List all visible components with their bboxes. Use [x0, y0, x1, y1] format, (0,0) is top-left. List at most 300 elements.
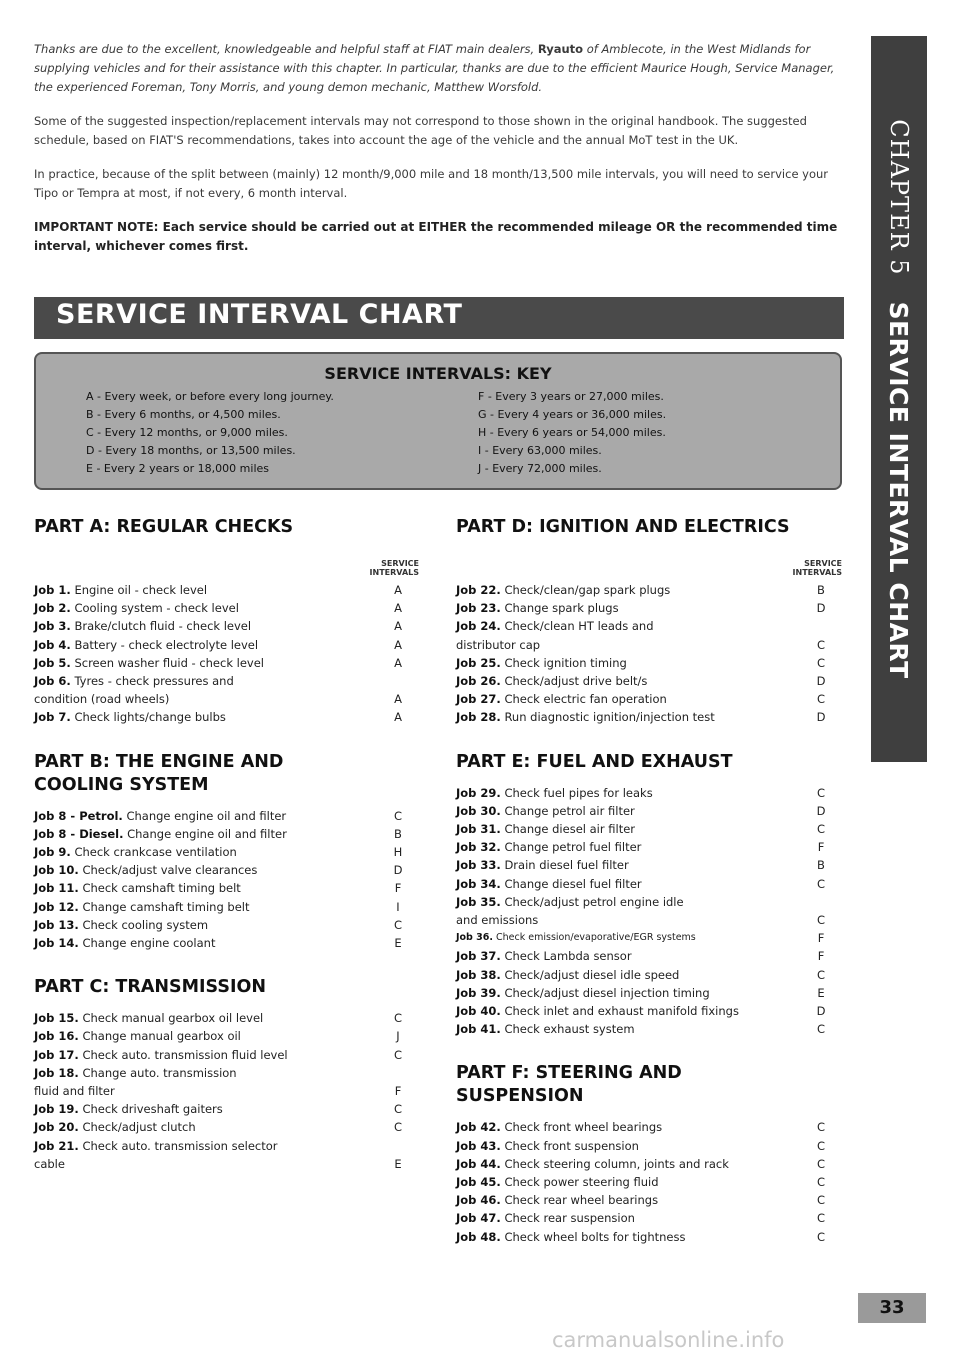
service-interval-code: D [816, 1004, 826, 1019]
job-number: Job 6. [34, 674, 71, 689]
service-interval-code: F [817, 840, 825, 855]
job-number: Job 29. [456, 785, 501, 800]
job-text: Change engine coolant [78, 936, 216, 951]
job-row [34, 825, 419, 843]
key-column-left [86, 388, 334, 478]
service-interval-code [377, 1137, 419, 1155]
job-description [34, 934, 377, 952]
page-number [858, 1293, 926, 1323]
job-row [456, 636, 842, 654]
job-number: Job 26. [456, 674, 501, 689]
service-interval-code: C [816, 637, 826, 652]
service-interval-code [800, 893, 842, 911]
job-text: Check Lambda sensor [500, 949, 632, 964]
job-description [456, 1118, 800, 1136]
job-text: distributor cap [456, 637, 541, 652]
job-description [34, 879, 377, 897]
job-description [456, 581, 800, 599]
job-description [34, 581, 377, 599]
service-interval-code: D [816, 674, 826, 689]
job-number: Job 33. [456, 858, 501, 873]
job-row [456, 1020, 842, 1038]
job-text: Check/adjust drive belt/s [500, 674, 648, 689]
service-interval-code: C [816, 967, 826, 982]
service-interval-code: C [393, 1120, 403, 1135]
job-row [34, 636, 419, 654]
sidebar-text [871, 36, 927, 762]
service-header-line: SERVICE [804, 559, 842, 568]
job-text: Check/adjust diesel injection timing [500, 985, 710, 1000]
job-number: Job 28. [456, 710, 501, 725]
service-interval-code: H [393, 845, 403, 860]
job-text: Check fuel pipes for leaks [500, 785, 653, 800]
job-row [456, 1002, 842, 1020]
job-description [34, 708, 377, 726]
job-description [456, 875, 800, 893]
job-description [456, 1137, 800, 1155]
job-number: Job 45. [456, 1175, 501, 1190]
job-description [34, 672, 377, 690]
job-text: Change petrol fuel filter [500, 840, 642, 855]
service-interval-code: B [394, 826, 402, 841]
job-number: Job 39. [456, 985, 501, 1000]
job-number: Job 41. [456, 1022, 501, 1037]
key-item: F - Every 3 years or 27,000 miles. [478, 390, 664, 403]
page-number-text: 33 [879, 1297, 905, 1318]
practice-paragraph: In practice, because of the split between (mainly) 12 month/9,000 mile and 18 month/13,500 mile intervals, you will need to service your Tipo or Tempra at most, if not every, 6 month interval. [34, 167, 829, 200]
part-d-title: PART D: IGNITION AND ELECTRICS [456, 517, 790, 537]
key-item: G - Every 4 years or 36,000 miles. [478, 408, 667, 421]
service-interval-code: A [394, 655, 402, 670]
job-number: Job 35. [456, 894, 501, 909]
service-interval-code: A [394, 619, 402, 634]
job-text: Check rear wheel bearings [500, 1193, 659, 1208]
service-header-line: INTERVALS [369, 568, 419, 577]
job-text: Change engine oil and filter [122, 808, 287, 823]
service-interval-code: C [816, 1229, 826, 1244]
job-description [34, 1009, 377, 1027]
job-text: Check ignition timing [500, 655, 627, 670]
service-interval-code: C [393, 1102, 403, 1117]
part-f-title [456, 1062, 842, 1108]
job-row [456, 1191, 842, 1209]
job-row [34, 1155, 419, 1173]
job-text: Change camshaft timing belt [78, 899, 250, 914]
job-text: Check rear suspension [500, 1211, 635, 1226]
job-description [34, 1100, 377, 1118]
job-row [456, 947, 842, 965]
job-number: Job 20. [34, 1120, 79, 1135]
part-b-title-line: PART B: THE ENGINE AND [34, 751, 284, 772]
job-number: Job 9. [34, 845, 71, 860]
job-description [456, 929, 800, 947]
job-text: Check cooling system [78, 917, 209, 932]
job-text: Check auto. transmission selector [78, 1138, 278, 1153]
service-header-line: INTERVALS [792, 568, 842, 577]
job-row [456, 672, 842, 690]
service-interval-code: C [393, 1011, 403, 1026]
job-text: Check front suspension [500, 1138, 639, 1153]
job-description [456, 1002, 800, 1020]
part-f-title-line: PART F: STEERING AND [456, 1063, 682, 1084]
job-number: Job 31. [456, 822, 501, 837]
service-interval-code: A [394, 601, 402, 616]
job-number: Job 38. [456, 967, 501, 982]
service-interval-code: E [394, 936, 402, 951]
key-item: C - Every 12 months, or 9,000 miles. [86, 426, 288, 439]
job-row [456, 893, 842, 911]
part-f-rows [456, 1118, 842, 1245]
service-interval-code: D [816, 601, 826, 616]
key-item: I - Every 63,000 miles. [478, 444, 602, 457]
service-interval-code: F [817, 949, 825, 964]
job-description [34, 1027, 377, 1045]
job-text: Check manual gearbox oil level [78, 1011, 264, 1026]
service-interval-code: A [394, 637, 402, 652]
job-row [34, 690, 419, 708]
service-interval-code: D [816, 803, 826, 818]
job-description [456, 784, 800, 802]
service-interval-code: C [816, 1193, 826, 1208]
job-row [456, 581, 842, 599]
job-description [456, 820, 800, 838]
service-interval-code: C [816, 1156, 826, 1171]
job-number: Job 16. [34, 1029, 79, 1044]
schedule-paragraph: Some of the suggested inspection/replacement intervals may not correspond to those shown in the original handbook. The suggested schedule, based on FIAT'S recommendations, takes into account the age of the vehicle and the annual MoT test in the UK. [34, 114, 807, 147]
part-c-title: PART C: TRANSMISSION [34, 977, 267, 998]
job-text: Change manual gearbox oil [78, 1029, 241, 1044]
job-text: Run diagnostic ignition/injection test [500, 710, 715, 725]
left-column [34, 516, 419, 1173]
job-number: Job 5. [34, 655, 71, 670]
job-row [34, 1118, 419, 1136]
job-description [456, 1155, 800, 1173]
job-text: condition (road wheels) [34, 692, 170, 707]
right-column [456, 516, 842, 1246]
job-text: cable [34, 1156, 65, 1171]
job-description [34, 654, 377, 672]
job-description [456, 636, 800, 654]
job-row [34, 1064, 419, 1082]
job-text: Change spark plugs [500, 601, 619, 616]
service-interval-code: C [816, 692, 826, 707]
service-interval-code: C [816, 1211, 826, 1226]
service-interval-code [377, 1064, 419, 1082]
job-text: Battery - check electrolyte level [70, 637, 259, 652]
job-number: Job 4. [34, 637, 71, 652]
job-description [456, 1173, 800, 1191]
job-number: Job 10. [34, 863, 79, 878]
job-row [456, 929, 842, 947]
job-description [456, 1228, 800, 1246]
sidebar-chapter: CHAPTER 5 [885, 119, 913, 276]
job-number: Job 34. [456, 876, 501, 891]
job-text: Change diesel fuel filter [500, 876, 642, 891]
service-interval-code: I [396, 899, 400, 914]
service-interval-code: A [394, 583, 402, 597]
job-text: Engine oil - check level [70, 583, 208, 597]
job-number: Job 3. [34, 619, 71, 634]
job-row [34, 916, 419, 934]
job-description [456, 856, 800, 874]
service-interval-code: D [816, 710, 826, 725]
job-number: Job 7. [34, 710, 71, 725]
job-row [34, 581, 419, 599]
service-interval-code: F [394, 881, 402, 896]
service-interval-code: C [816, 655, 826, 670]
key-item: A - Every week, or before every long journey. [86, 390, 334, 403]
job-row [34, 599, 419, 617]
job-text: Check exhaust system [500, 1022, 635, 1037]
job-description [456, 672, 800, 690]
chapter-sidebar-tab [871, 36, 927, 762]
job-number: Job 22. [456, 583, 501, 597]
part-b-rows [34, 807, 419, 953]
job-number: Job 21. [34, 1138, 79, 1153]
job-row [34, 879, 419, 897]
job-row [34, 654, 419, 672]
job-row [456, 708, 842, 726]
job-text: Cooling system - check level [70, 601, 239, 616]
job-number: Job 18. [34, 1065, 79, 1080]
job-description [456, 1191, 800, 1209]
job-text: Check front wheel bearings [500, 1120, 663, 1135]
service-interval-code: C [393, 1047, 403, 1062]
job-description [34, 916, 377, 934]
job-number: Job 23. [456, 601, 501, 616]
job-description [34, 1137, 377, 1155]
job-row [34, 807, 419, 825]
job-number: Job 37. [456, 949, 501, 964]
service-interval-code: C [393, 808, 403, 823]
job-text: Check/adjust petrol engine idle [500, 894, 684, 909]
job-description [456, 708, 800, 726]
job-text: Check lights/change bulbs [70, 710, 226, 725]
job-row [456, 802, 842, 820]
job-row [34, 672, 419, 690]
job-number: Job 30. [456, 803, 501, 818]
service-interval-code: E [817, 985, 825, 1000]
job-row [34, 934, 419, 952]
job-number: Job 43. [456, 1138, 501, 1153]
job-text: Change auto. transmission [78, 1065, 237, 1080]
service-key-box [34, 352, 842, 490]
job-text: Check driveshaft gaiters [78, 1102, 223, 1117]
job-description [34, 825, 377, 843]
job-row [456, 599, 842, 617]
key-item: J - Every 72,000 miles. [478, 462, 602, 475]
job-number: Job 46. [456, 1193, 501, 1208]
job-description [456, 838, 800, 856]
job-row [456, 984, 842, 1002]
part-f-title-line: SUSPENSION [456, 1086, 584, 1107]
part-e-title: PART E: FUEL AND EXHAUST [456, 751, 733, 772]
credits-text-cont: of Amblecote, in the West Midlands for supplying vehicles and for their assistance with this chapter. In particular, thanks are due to the efficient Maurice Hough, Service Manager, the experienced Foreman, Tony Morris, and young demon mechanic, Matthew Worsfold. [34, 42, 835, 94]
job-description [456, 1209, 800, 1227]
job-row [34, 1082, 419, 1100]
service-interval-code: C [816, 1022, 826, 1037]
part-e-rows [456, 784, 842, 1039]
service-interval-code: A [394, 692, 402, 707]
job-number: Job 8 - Petrol. [34, 808, 123, 823]
part-c-rows [34, 1009, 419, 1173]
service-interval-code: C [816, 785, 826, 800]
job-number: Job 17. [34, 1047, 79, 1062]
job-number: Job 1. [34, 583, 71, 597]
job-text: Check camshaft timing belt [78, 881, 241, 896]
job-description [34, 617, 377, 635]
job-number: Job 8 - Diesel. [34, 826, 124, 841]
job-description [34, 1155, 377, 1173]
service-intervals-header [34, 559, 419, 577]
job-row [456, 856, 842, 874]
job-text: Check wheel bolts for tightness [500, 1229, 686, 1244]
job-description [34, 1064, 377, 1082]
job-text: Check/adjust valve clearances [78, 863, 258, 878]
job-row [456, 784, 842, 802]
intro-text [34, 40, 842, 271]
service-interval-code: E [394, 1156, 402, 1171]
job-row [456, 875, 842, 893]
job-number: Job 25. [456, 655, 501, 670]
job-text: and emissions [456, 913, 539, 928]
service-intervals-header [456, 559, 842, 577]
job-description [34, 1118, 377, 1136]
important-note: IMPORTANT NOTE: Each service should be carried out at EITHER the recommended mileage OR the recommended time interval, whichever comes first. [34, 220, 838, 253]
job-description [34, 843, 377, 861]
service-interval-code: C [816, 876, 826, 891]
job-number: Job 15. [34, 1011, 79, 1026]
job-row [34, 1009, 419, 1027]
job-text: Check crankcase ventilation [70, 845, 237, 860]
service-interval-code: C [816, 913, 826, 928]
job-row [456, 1209, 842, 1227]
job-text: Screen washer fluid - check level [70, 655, 264, 670]
job-description [456, 984, 800, 1002]
job-number: Job 47. [456, 1211, 501, 1226]
credits-text: Thanks are due to the excellent, knowledgeable and helpful staff at FIAT main dealers, [34, 42, 538, 56]
section-banner [34, 297, 844, 339]
job-row [456, 1228, 842, 1246]
job-text: Change diesel air filter [500, 822, 636, 837]
job-number: Job 24. [456, 619, 501, 634]
job-number: Job 40. [456, 1004, 501, 1019]
job-row [456, 966, 842, 984]
service-interval-code: D [393, 863, 403, 878]
job-number: Job 48. [456, 1229, 501, 1244]
sidebar-title: SERVICE INTERVAL CHART [884, 301, 914, 679]
job-row [34, 843, 419, 861]
banner-title: SERVICE INTERVAL CHART [56, 299, 463, 330]
job-text: Check/clean/gap spark plugs [500, 583, 671, 597]
service-interval-code: C [816, 1120, 826, 1135]
credits-paragraph [34, 40, 842, 97]
service-interval-code: C [816, 1138, 826, 1153]
job-text: fluid and filter [34, 1084, 115, 1099]
job-row [456, 1173, 842, 1191]
service-interval-code: F [817, 931, 825, 946]
part-a-rows [34, 581, 419, 727]
job-text: Check power steering fluid [500, 1175, 659, 1190]
job-text: Check/adjust clutch [78, 1120, 196, 1135]
job-row [34, 1046, 419, 1064]
service-header-line: SERVICE [381, 559, 419, 568]
service-interval-code: J [396, 1029, 400, 1044]
key-item: D - Every 18 months, or 13,500 miles. [86, 444, 296, 457]
job-number: Job 14. [34, 936, 79, 951]
job-description [456, 617, 800, 635]
service-interval-code: C [393, 917, 403, 932]
job-number: Job 2. [34, 601, 71, 616]
job-text: Brake/clutch fluid - check level [70, 619, 252, 634]
part-b-title [34, 751, 419, 797]
job-row [456, 820, 842, 838]
job-number: Job 36. [456, 932, 493, 944]
job-text: Check emission/evaporative/EGR systems [493, 932, 696, 944]
job-description [456, 893, 800, 911]
job-row [34, 708, 419, 726]
job-description [456, 947, 800, 965]
job-row [456, 911, 842, 929]
job-description [34, 636, 377, 654]
job-description [34, 861, 377, 879]
service-interval-code: C [816, 822, 826, 837]
job-row [34, 1137, 419, 1155]
job-text: Tyres - check pressures and [70, 674, 234, 689]
key-title: SERVICE INTERVALS: KEY [324, 364, 552, 383]
job-description [34, 599, 377, 617]
service-interval-code [800, 617, 842, 635]
job-text: Drain diesel fuel filter [500, 858, 629, 873]
job-number: Job 44. [456, 1156, 501, 1171]
job-number: Job 32. [456, 840, 501, 855]
job-number: Job 19. [34, 1102, 79, 1117]
job-row [456, 1118, 842, 1136]
job-text: Change engine oil and filter [123, 826, 287, 841]
job-description [34, 898, 377, 916]
job-text: Check auto. transmission fluid level [78, 1047, 288, 1062]
part-a-title: PART A: REGULAR CHECKS [34, 517, 294, 537]
job-row [456, 838, 842, 856]
job-row [456, 617, 842, 635]
job-number: Job 42. [456, 1120, 501, 1135]
key-item: E - Every 2 years or 18,000 miles [86, 462, 269, 475]
job-description [456, 966, 800, 984]
service-interval-code: B [817, 858, 825, 873]
job-description [34, 690, 377, 708]
job-row [34, 1100, 419, 1118]
job-text: Change petrol air filter [500, 803, 635, 818]
job-text: Check/clean HT leads and [500, 619, 654, 634]
job-description [456, 1020, 800, 1038]
part-b-title-line: COOLING SYSTEM [34, 774, 209, 795]
key-item: H - Every 6 years or 54,000 miles. [478, 426, 666, 439]
service-interval-code: F [394, 1084, 402, 1099]
dealer-name: Ryauto [537, 42, 584, 56]
service-interval-code [377, 672, 419, 690]
job-description [34, 1046, 377, 1064]
job-row [34, 617, 419, 635]
job-text: Check inlet and exhaust manifold fixings [500, 1004, 739, 1019]
job-row [456, 654, 842, 672]
job-description [456, 690, 800, 708]
job-description [456, 802, 800, 820]
job-number: Job 13. [34, 917, 79, 932]
job-description [34, 807, 377, 825]
job-description [456, 911, 800, 929]
job-row [456, 690, 842, 708]
job-number: Job 11. [34, 881, 79, 896]
